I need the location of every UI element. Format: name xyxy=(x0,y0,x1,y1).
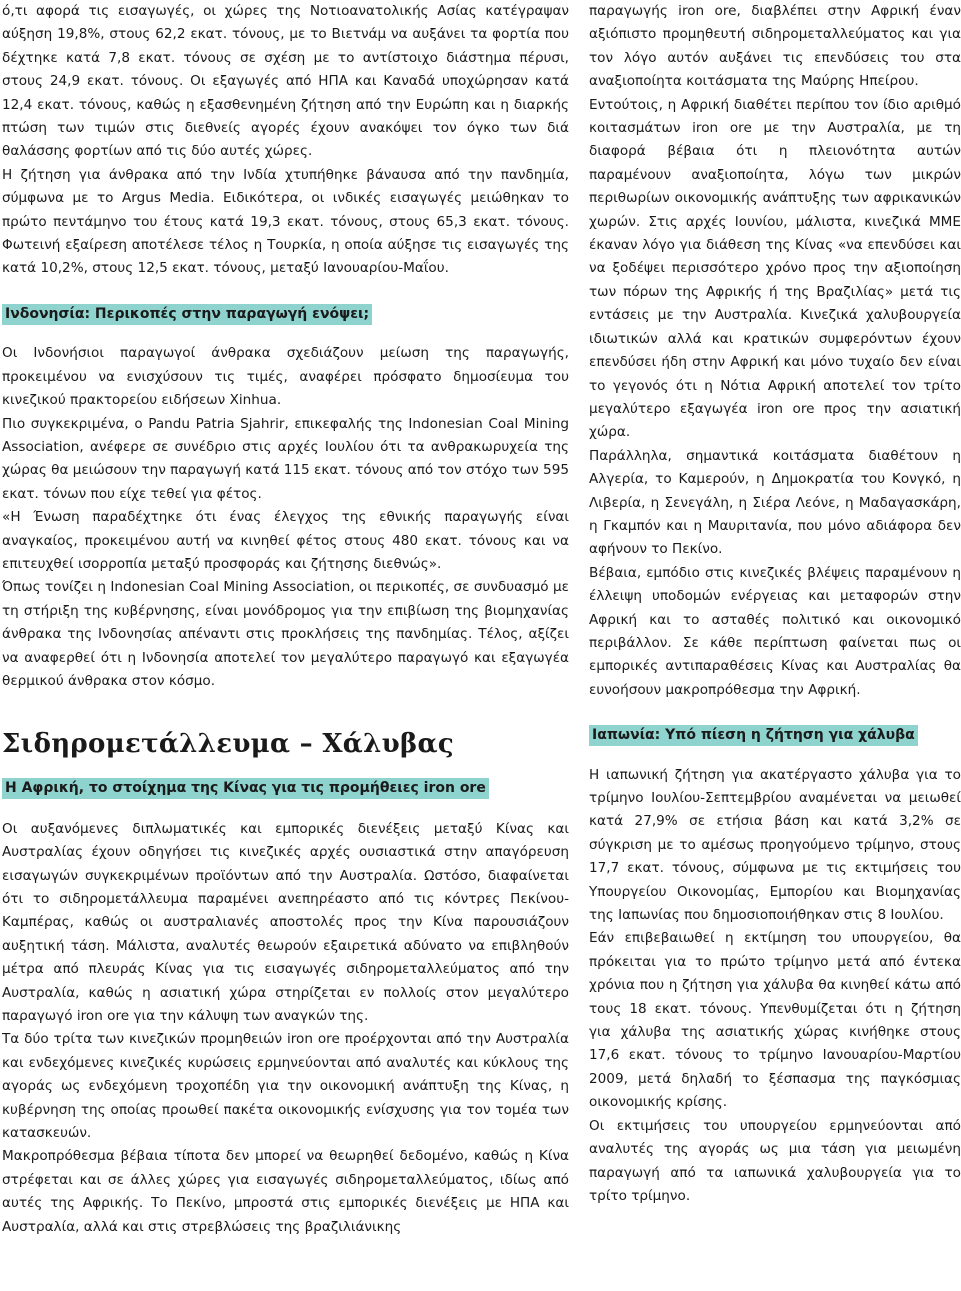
left-column xyxy=(2,0,569,1239)
paragraph-right-4: Βέβαια, εμπόδιο στις κινεζικές βλέψεις παραμένουν η έλλειψη υποδομών ενέργειας και μεταφορών στην Αφρική και το ασταθές πολιτικό και οικονομικό περιβάλλον. Σε κάθε περίπτωση φαίνεται πως οι εμπορικές αντιπαραθέσεις Κίνας και Αυστραλίας θα ευνοήσουν μακροπρόθεσμα την Αφρική. xyxy=(589,564,961,698)
paragraph-indonesia-2: Πιο συγκεκριμένα, ο Pandu Patria Sjahrir, επικεφαλής της Indonesian Coal Mining Association, ανέφερε σε συνέδριο στις αρχές Ιουλίου ότι τα ανθρακωρυχεία της χώρας θα μειώσουν την παραγωγή κατά 115 εκατ. τόνους από τον στόχο των 595 εκατ. τόνων που είχε τεθεί για φέτος. xyxy=(2,415,569,502)
paragraph-right-2: Εντούτοις, η Αφρική διαθέτει περίπου τον ίδιο αριθμό κοιτασμάτων iron ore με την Αυστραλία, με τη διαφορά βέβαια ότι η πλειονότητα αυτών παραμένουν αναξιοποίητα, λόγω των μικρών περιθωρίων οικονομικής ανάπτυξης των αφρικανικών χωρών. Στις αρχές Ιουνίου, μάλιστα, κινεζικά ΜΜΕ έκαναν λόγο για διάθεση της Κίνας «να επενδύσει και να ξοδέψει περισσότερο χρόνο προς την αξιοποίηση των πόρων της Αφρικής ή της Βραζιλίας» μετά τις εντάσεις με την Αυστραλία. Κινεζικά χαλυβουργεία ιδιωτικών αλλά και κρατικών συμφερόντων έχουν επενδύσει ήδη στην Αφρική και μόνο τυχαίο δεν είναι το γεγονός ότι η Νότια Αφρική αποτελεί τον τρίτο μεγαλύτερο εξαγωγέα iron ore προς την ασιατική χώρα. xyxy=(589,96,961,441)
right-column xyxy=(589,0,961,1208)
paragraph-africa-2: Τα δύο τρίτα των κινεζικών προμηθειών iron ore προέρχονται από την Αυστραλία και ενδεχόμενες κινεζικές κυρώσεις ερμηνεύονται από αναλυτές και κύκλους της αγοράς ως ενδεχόμενη τροχοπέδη για την οικονομική ανάπτυξη της Κίνας, η κυβέρνηση της οποίας προωθεί πακέτα οικονομικής ενίσχυσης για τον τομέα των κατασκευών. xyxy=(2,1031,569,1142)
paragraph-intro-1: ό,τι αφορά τις εισαγωγές, οι χώρες της Νοτιοανατολικής Ασίας κατέγραψαν αύξηση 19,8%, στους 62,2 εκατ. τόνους, με το Βιετνάμ να αυξάνει τα φορτία που δέχτηκε κατά 7,8 εκατ. τόνους σε σχέση με το αντίστοιχο διάστημα πέρυσι, στους 24,9 εκατ. τόνους. Οι εξαγωγές από ΗΠΑ και Καναδά υποχώρησαν κατά 12,4 εκατ. τόνους, καθώς η εξασθενημένη ζήτηση από την Ευρώπη και η διαρκής πτώση των τιμών στις διεθνείς αγορές έχουν ανακόψει τον όγκο των διά θαλάσσης φορτίων από τις δύο αυτές χώρες. xyxy=(2,3,569,160)
paragraph-japan-2: Εάν επιβεβαιωθεί η εκτίμηση του υπουργείου, θα πρόκειται για το πρώτο τρίμηνο μετά από έντεκα χρόνια που η ζήτηση για χάλυβα θα κινηθεί κάτω από τους 18 εκατ. τόνους. Υπενθυμίζεται ότι η ζήτηση για χάλυβα της ασιατικής χώρας κινήθηκε στους 17,6 εκατ. τόνους το τρίμηνο Ιανουαρίου-Μαρτίου 2009, μετά δηλαδή το ξέσπασμα της παγκόσμιας οικονομικής κρίσης. xyxy=(589,930,961,1111)
paragraph-africa-1: Οι αυξανόμενες διπλωματικές και εμπορικές διενέξεις μεταξύ Κίνας και Αυστραλίας έχουν οδηγήσει τις κινεζικές αρχές ουσιαστικά στην απαγόρευση εισαγωγών συγκεκριμένων προϊόντων από την Αυστραλία. Ωστόσο, διαφαίνεται ότι το σιδηρομετάλλευμα παραμένει ανεπηρέαστο από τις κόντρες Πεκίνου-Καμπέρας, καθώς οι αυστραλιανές αποστολές προς την Κίνα παρουσιάζουν αυξητική τάση. Μάλιστα, αναλυτές θεωρούν εξαιρετικά αδύνατο να επιβληθούν μέτρα από πλευράς Κίνας για τις εισαγωγές σιδηρομεταλλεύματος από την Αυστραλία, καθώς η ασιατική χώρα στηρίζεται εν πολλοίς στον μεγαλύτερο παραγωγό iron ore για την κάλυψη των αναγκών της. xyxy=(2,820,569,1025)
paragraph-japan-3: Οι εκτιμήσεις του υπουργείου ερμηνεύονται από αναλυτές της αγοράς ως μια τάση για μειωμένη παραγωγή από τα ιαπωνικά χαλυβουργεία για το τρίτο τρίμηνο. xyxy=(589,1117,961,1204)
subheading-japan: Ιαπωνία: Υπό πίεση η ζήτηση για χάλυβα xyxy=(589,725,918,746)
paragraph-indonesia-4: Όπως τονίζει η Indonesian Coal Mining Association, οι περικοπές, σε συνδυασμό με τη στήριξη της κυβέρνησης, είναι μονόδρομος για την επιβίωση της βιομηχανίας άνθρακα της Ινδονησίας απέναντι στις προκλήσεις της πανδημίας. Τέλος, αξίζει να αναφερθεί ότι η Ινδονησία αποτελεί τον μεγαλύτερο παραγωγό και εξαγωγέα θερμικού άνθρακα στον κόσμο. xyxy=(2,579,569,689)
subheading-africa: Η Αφρική, το στοίχημα της Κίνας για τις προμήθειες iron ore xyxy=(2,778,489,799)
subheading-indonesia: Ινδονησία: Περικοπές στην παραγωγή ενόψει; xyxy=(2,304,372,325)
paragraph-indonesia-1: Οι Ινδονήσιοι παραγωγοί άνθρακα σχεδιάζουν μείωση της παραγωγής, προκειμένου να ενισχύσουν τις τιμές, αναφέρει πρόσφατο δημοσίευμα του κινεζικού πρακτορείου ειδήσεων Xinhua. xyxy=(2,345,569,409)
paragraph-japan-1: Η ιαπωνική ζήτηση για ακατέργαστο χάλυβα για το τρίμηνο Ιουλίου-Σεπτεμβρίου αναμένεται να μειωθεί κατά 27,9% σε ετήσια βάση και κατά 3,2% σε σύγκριση με το αμέσως προηγούμενο τρίμηνο, στους 17,7 εκατ. τόνους, σύμφωνα με τις εκτιμήσεις του Υπουργείου Οικονομίας, Εμπορίου και Βιομηχανίας της Ιαπωνίας που δημοσιοποιήθηκαν στις 8 Ιουλίου. xyxy=(589,766,961,924)
paragraph-indonesia-3: «Η Ένωση παραδέχτηκε ότι ένας έλεγχος της εθνικής παραγωγής είναι αναγκαίος, προκειμένου αυτή να κινηθεί φέτος στους 480 εκατ. τόνους και να επιτευχθεί ισορροπία μεταξύ προσφοράς και ζήτησης διεθνώς». xyxy=(2,509,569,572)
paragraph-right-3: Παράλληλα, σημαντικά κοιτάσματα διαθέτουν η Αλγερία, το Καμερούν, η Δημοκρατία του Κονγκό, η Λιβερία, η Σενεγάλη, η Σιέρα Λεόνε, η Μαδαγασκάρη, η Γκαμπόν και η Μαυριτανία, που μόνο αδιάφορα δεν αφήνουν το Πεκίνο. xyxy=(589,447,961,558)
paragraph-intro-2: Η ζήτηση για άνθρακα από την Ινδία χτυπήθηκε βάναυσα από την πανδημία, σύμφωνα με το Argus Media. Ειδικότερα, οι ινδικές εισαγωγές μειώθηκαν το πρώτο πεντάμηνο του έτους κατά 19,3 εκατ. τόνους, στους 65,3 εκατ. τόνους. Φωτεινή εξαίρεση αποτέλεσε τέλος η Τουρκία, η οποία αύξησε τις εισαγωγές της κατά 10,2%, στους 12,5 εκατ. τόνους, μεταξύ Ιανουαρίου-Μαΐου. xyxy=(2,166,569,277)
section-title-iron-ore-steel: Σιδηρομετάλλευμα – Χάλυβας xyxy=(2,729,454,760)
paragraph-africa-3: Μακροπρόθεσμα βέβαια τίποτα δεν μπορεί να θεωρηθεί δεδομένο, καθώς η Κίνα στρέφεται και σε άλλες χώρες για εισαγωγές σιδηρομεταλλεύματος, ιδίως από αυτές της Αφρικής. Το Πεκίνο, μπροστά στις εμπορικές διενέξεις με ΗΠΑ και Αυστραλία, αλλά και στις στρεβλώσεις της βραζιλιάνικης xyxy=(2,1148,569,1235)
paragraph-right-1: παραγωγής iron ore, διαβλέπει στην Αφρική έναν αξιόπιστο προμηθευτή σιδηρομεταλλεύματος και για τον λόγο αυτόν αυξάνει τις επενδύσεις του στα αναξιοποίητα κοιτάσματα της Μαύρης Ηπείρου. xyxy=(589,3,961,90)
